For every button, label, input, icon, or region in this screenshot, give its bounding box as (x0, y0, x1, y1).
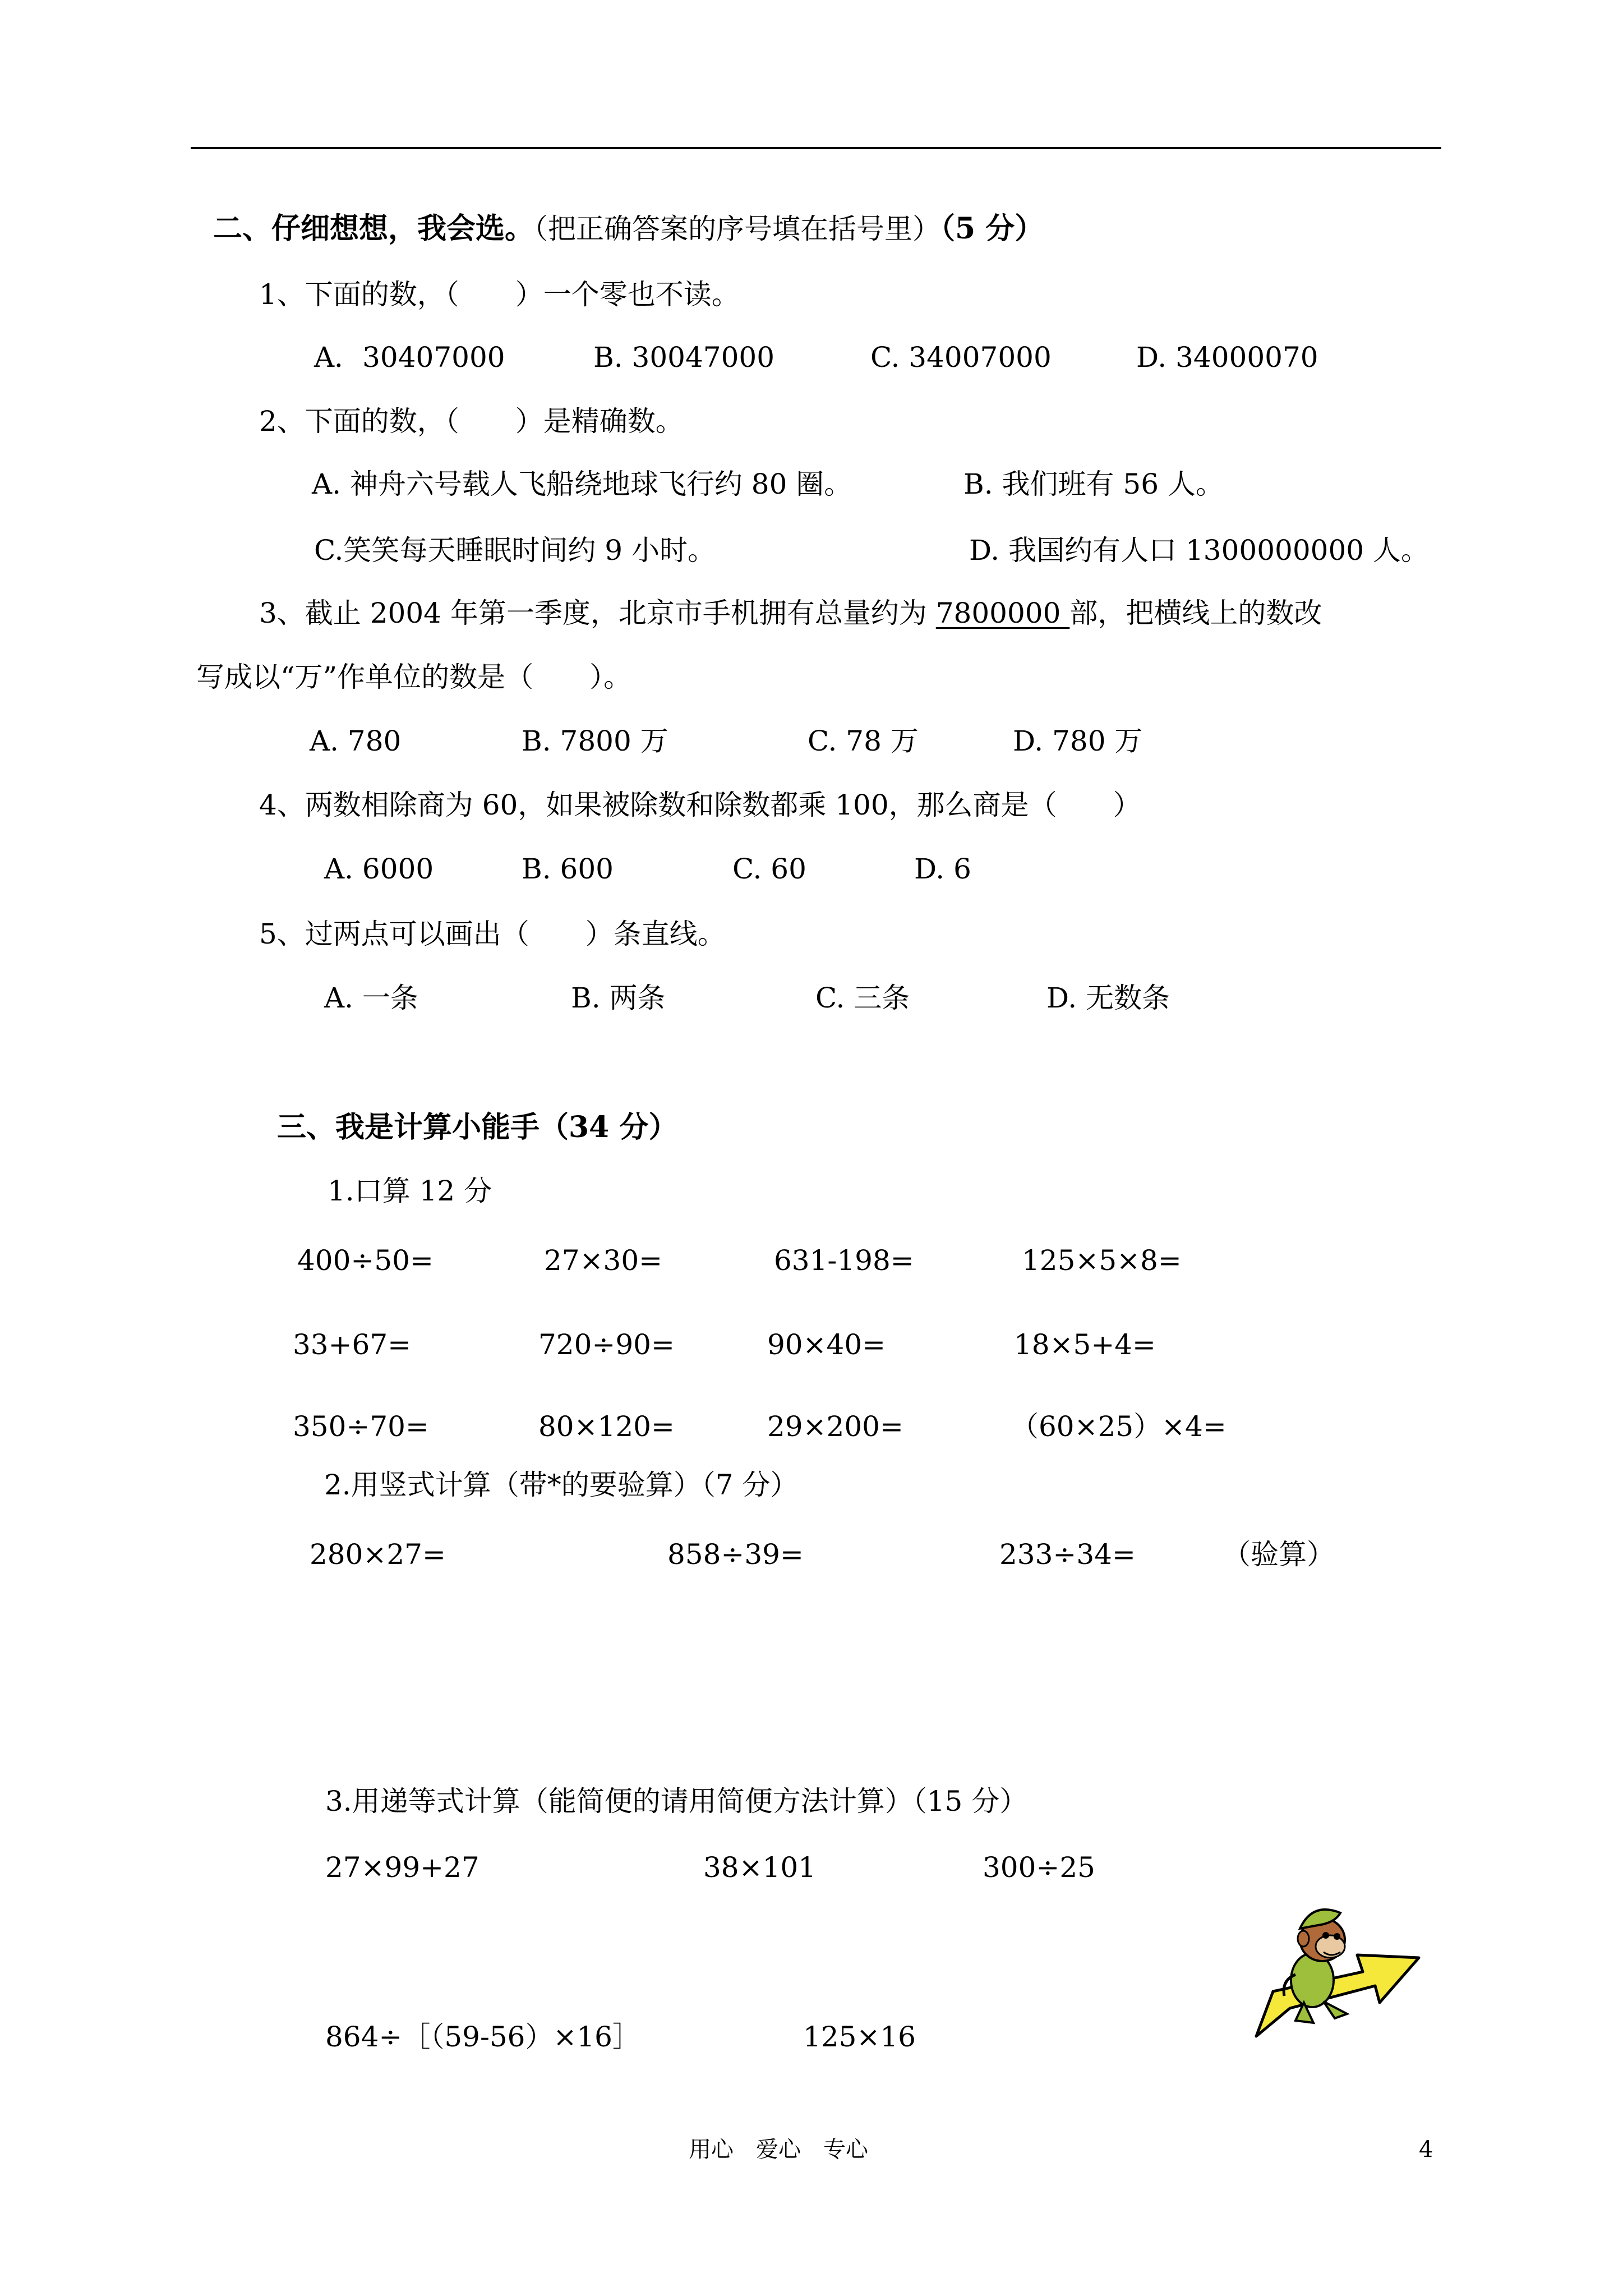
part2-heading: 2.用竖式计算（带*的要验算）（7 分） (324, 1469, 799, 1501)
q1-option-d: D. 34000070 (1136, 341, 1318, 374)
oral-calc-r1c3: 631-198= (774, 1244, 914, 1277)
stepwise-calc-r2c1: 864÷［（59-56）×16］ (325, 2021, 640, 2053)
q4-option-b: B. 600 (522, 853, 614, 885)
q3-underlined-number: 7800000 (935, 597, 1070, 629)
arrow-shape (1256, 1955, 1419, 2036)
q3-option-d: D. 780 万 (1013, 725, 1143, 757)
stepwise-calc-r1c2: 38×101 (703, 1851, 816, 1884)
q1-option-c: C. 34007000 (870, 341, 1052, 374)
q2-option-d: D. 我国约有人口 1300000000 人。 (969, 534, 1429, 567)
oral-calc-r3c4: （60×25）×4= (1011, 1410, 1227, 1443)
oral-calc-r1c2: 27×30= (544, 1244, 663, 1277)
section2-score: （5 分） (940, 211, 1044, 246)
section2-instruction: （把正确答案的序号填在括号里） (534, 213, 941, 245)
q3-stem-line2: 写成以“万”作单位的数是（ ）。 (196, 661, 632, 693)
oral-calc-r2c3: 90×40= (767, 1328, 886, 1361)
q1-option-b: B. 30047000 (593, 341, 775, 374)
q3-stem-b: 部，把横线上的数改 (1069, 597, 1322, 629)
q2-stem: 2、下面的数，（ ）是精确数。 (259, 405, 684, 438)
q5-option-b: B. 两条 (571, 982, 666, 1014)
q2-option-b: B. 我们班有 56 人。 (963, 468, 1224, 500)
oral-calc-r2c4: 18×5+4= (1014, 1328, 1156, 1361)
q4-stem: 4、两数相除商为 60，如果被除数和除数都乘 100，那么商是（ ） (259, 789, 1141, 821)
q2-option-c: C.笑笑每天睡眠时间约 9 小时。 (314, 534, 716, 567)
q1-option-a: A．30407000 (314, 341, 505, 374)
oral-calc-r3c3: 29×200= (767, 1410, 903, 1443)
oral-calc-r2c1: 33+67= (293, 1328, 412, 1361)
part1-heading: 1.口算 12 分 (328, 1175, 492, 1207)
q3-stem-line1 (259, 599, 1322, 627)
stepwise-calc-r1c3: 300÷25 (983, 1851, 1095, 1884)
q4-option-c: C. 60 (732, 853, 806, 885)
header-rule (191, 147, 1441, 149)
section2-heading (213, 211, 1044, 246)
part3-heading: 3.用递等式计算（能简便的请用简便方法计算）（15 分） (325, 1785, 1028, 1818)
q5-option-a: A. 一条 (324, 982, 418, 1014)
vertical-calc-1: 280×27= (310, 1538, 446, 1571)
page-number: 4 (1419, 2137, 1433, 2162)
q5-stem: 5、过两点可以画出（ ）条直线。 (259, 918, 726, 950)
q1-stem: 1、下面的数，（ ）一个零也不读。 (259, 278, 740, 311)
q3-option-b: B. 7800 万 (522, 725, 668, 757)
q4-option-d: D. 6 (914, 853, 971, 885)
q2-option-a: A. 神舟六号载人飞船绕地球飞行约 80 圈。 (312, 468, 852, 500)
monkey-mascot-illustration (1251, 1896, 1424, 2042)
oral-calc-r3c2: 80×120= (538, 1410, 675, 1443)
footer-motto: 用心 爱心 专心 (689, 2137, 868, 2162)
oral-calc-r3c1: 350÷70= (293, 1410, 429, 1443)
oral-calc-r1c4: 125×5×8= (1022, 1244, 1182, 1277)
oral-calc-r1c1: 400÷50= (297, 1244, 434, 1277)
vertical-calc-2: 858÷39= (667, 1538, 804, 1571)
q4-option-a: A. 6000 (324, 853, 434, 885)
stepwise-calc-r1c1: 27×99+27 (325, 1851, 479, 1884)
section2-title: 二、仔细想想，我会选。 (213, 211, 534, 246)
q5-option-d: D. 无数条 (1046, 982, 1170, 1014)
verification-label: （验算） (1223, 1538, 1335, 1571)
q3-option-c: C. 78 万 (808, 725, 919, 757)
oral-calc-r2c2: 720÷90= (538, 1328, 675, 1361)
q5-option-c: C. 三条 (815, 982, 910, 1014)
q3-option-a: A. 780 (310, 725, 402, 757)
vertical-calc-3: 233÷34= (999, 1538, 1136, 1571)
q3-stem-a: 3、截止 2004 年第一季度，北京市手机拥有总量约为 (259, 597, 936, 629)
section3-title: 三、我是计算小能手（34 分） (277, 1110, 678, 1144)
stepwise-calc-r2c2: 125×16 (803, 2021, 916, 2053)
